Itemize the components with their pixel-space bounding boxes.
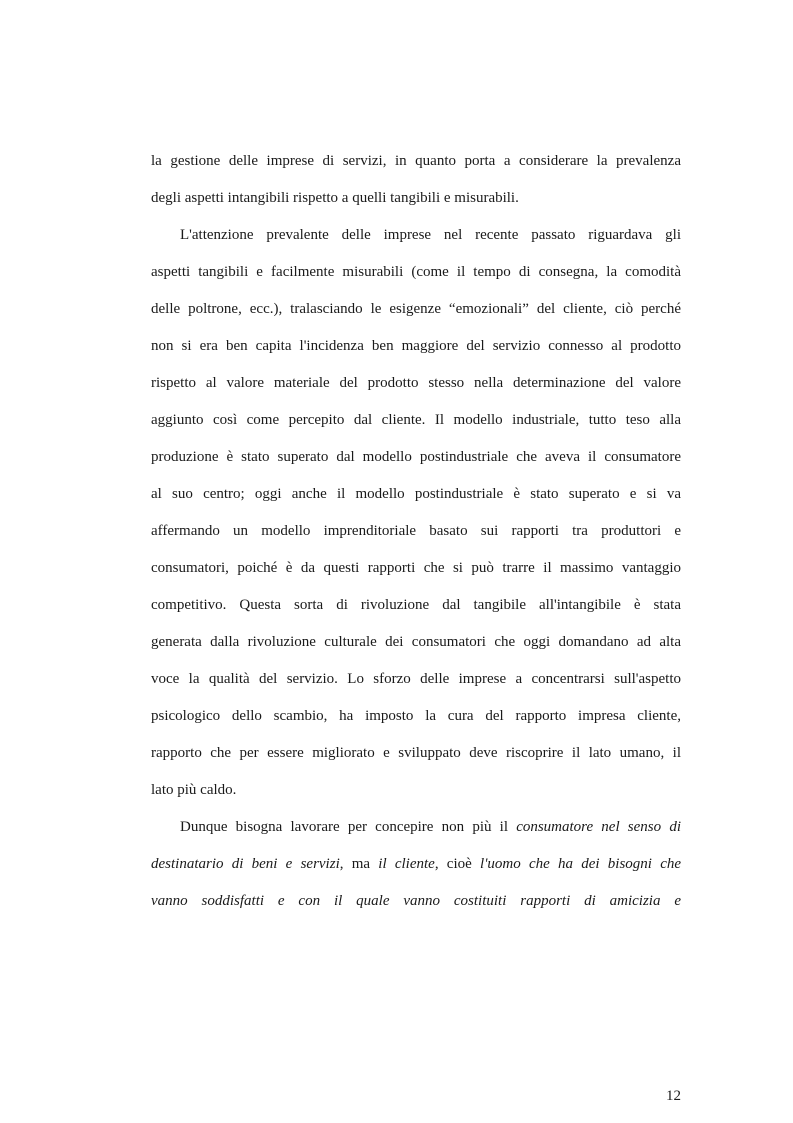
italic-text-run: consumatore nel senso di [516, 819, 681, 835]
text-line: generata dalla rivoluzione culturale dei consumatori che oggi domandano ad alta [151, 634, 681, 650]
text-line: affermando un modello imprenditoriale basato sui rapporti tra produttori e [151, 523, 681, 539]
text-line: voce la qualità del servizio. Lo sforzo delle imprese a concentrarsi sull'aspetto [151, 671, 681, 687]
text-line: delle poltrone, ecc.), tralasciando le esigenze “emozionali” del cliente, ciò perché [151, 301, 681, 317]
italic-text-run: il cliente [378, 856, 435, 872]
text-line: psicologico dello scambio, ha imposto la cura del rapporto impresa cliente, [151, 708, 681, 724]
text-line: degli aspetti intangibili rispetto a quelli tangibili e misurabili. [151, 190, 519, 206]
text-line: lato più caldo. [151, 782, 237, 798]
text-line: L'attenzione prevalente delle imprese nel recente passato riguardava gli [180, 227, 681, 243]
italic-text-run: destinatario di beni e servizi [151, 856, 340, 872]
text-run: Dunque bisogna lavorare per concepire non più il [180, 819, 517, 835]
text-line: al suo centro; oggi anche il modello postindustriale è stato superato e si va [151, 486, 681, 502]
text-line: competitivo. Questa sorta di rivoluzione dal tangibile all'intangibile è stata [151, 597, 681, 613]
text-line: aggiunto così come percepito dal cliente. Il modello industriale, tutto teso alla [151, 412, 681, 428]
text-line: produzione è stato superato dal modello postindustriale che aveva il consumatore [151, 449, 681, 465]
italic-text-run: l'uomo che ha dei bisogni che [480, 856, 682, 872]
italic-text-run: vanno soddisfatti e con il quale vanno costituiti rapporti di amicizia e [151, 893, 681, 909]
text-line: consumatori, poiché è da questi rapporti che si può trarre il massimo vantaggio [151, 560, 681, 576]
text-run: , cioè [434, 856, 481, 872]
text-line: aspetti tangibili e facilmente misurabili (come il tempo di consegna, la comodità [151, 264, 681, 280]
text-line: rispetto al valore materiale del prodotto stesso nella determinazione del valore [151, 375, 681, 391]
text-line [180, 817, 681, 837]
text-line: rapporto che per essere migliorato e sviluppato deve riscoprire il lato umano, il [151, 745, 681, 761]
text-run: , ma [339, 856, 379, 872]
text-line: la gestione delle imprese di servizi, in quanto porta a considerare la prevalenza [151, 153, 681, 169]
text-line [151, 854, 681, 874]
page-number: 12 [666, 1088, 681, 1104]
text-line: non si era ben capita l'incidenza ben maggiore del servizio connesso al prodotto [151, 338, 681, 354]
text-line [151, 891, 681, 911]
